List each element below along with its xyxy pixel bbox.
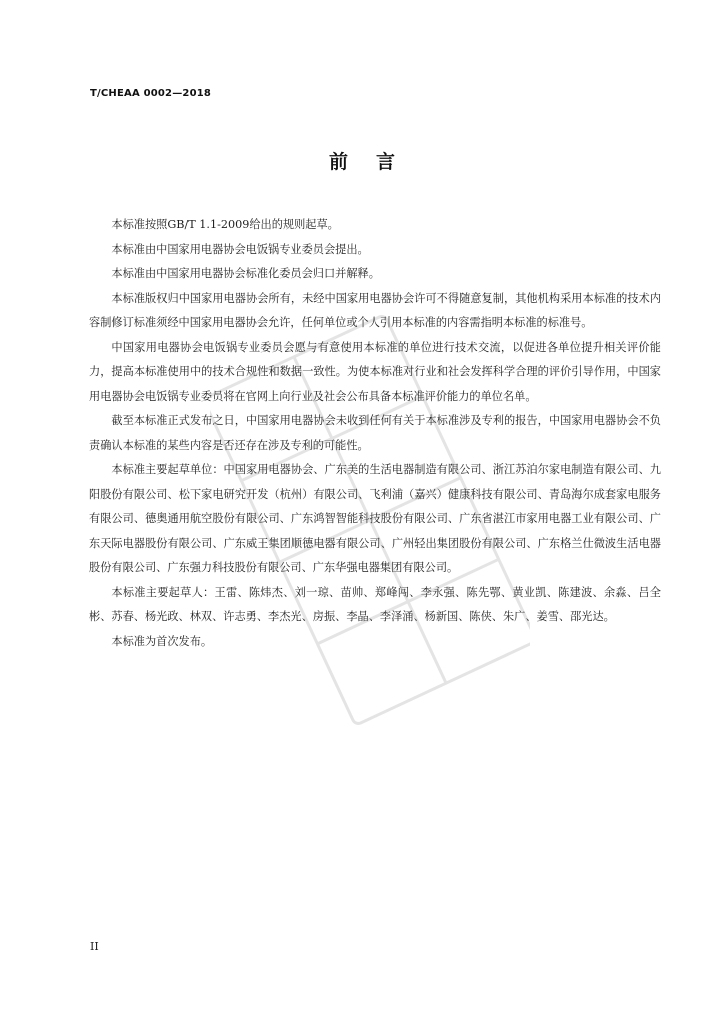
paragraph-technical-exchange: 中国家用电器协会电饭锅专业委员会愿与有意使用本标准的单位进行技术交流，以促进各单位提升相关评价能力，提高本标准使用中的技术合规性和数据一致性。为使本标准对行业和社会发挥科学合理的评价引导作用，中国家用电器协会电饭锅专业委员将在官网上向行业及社会公布具备本标准评价能力的单位名单。 — [89, 340, 661, 403]
foreword-body — [89, 213, 661, 654]
paragraph-drafting-rules: 本标准按照GB/T 1.1-2009给出的规则起草。 — [111, 218, 339, 231]
standard-code: T/CHEAA 0002—2018 — [90, 88, 212, 99]
paragraph-first-release: 本标准为首次发布。 — [111, 634, 213, 648]
page-title: 前言 — [328, 151, 423, 173]
paragraph-drafters: 本标准主要起草人：王雷、陈炜杰、刘一琼、苗帅、郑峰闯、李永强、陈先鄂、黄业凯、陈建波、余淼、吕全彬、苏春、杨光政、林双、许志勇、李杰光、房振、李晶、李泽涌、杨新国、陈侠、朱广、姜雪、邵光达。 — [89, 585, 661, 623]
page-number: II — [90, 940, 99, 953]
paragraph-centralized: 本标准由中国家用电器协会标准化委员会归口并解释。 — [111, 267, 380, 280]
paragraph-patent: 截至本标准正式发布之日，中国家用电器协会未收到任何有关于本标准涉及专利的报告，中国家用电器协会不负责确认本标准的某些内容是否还存在涉及专利的可能性。 — [89, 414, 661, 452]
paragraph-drafting-units: 本标准主要起草单位：中国家用电器协会、广东美的生活电器制造有限公司、浙江苏泊尔家电制造有限公司、九阳股份有限公司、松下家电研究开发（杭州）有限公司、飞利浦（嘉兴）健康科技有限公司、青岛海尔成套家电服务有限公司、德奥通用航空股份有限公司、广东鸿智智能科技股份有限公司、广东省湛江市家用电器工业有限公司、广东天际电器股份有限公司、广东威王集团顺德电器有限公司、广州轻出集团股份有限公司、广东格兰仕微波生活电器股份有限公司、广东强力科技股份有限公司、广东华强电器集团有限公司。 — [89, 463, 661, 574]
paragraph-copyright: 本标准版权归中国家用电器协会所有，未经中国家用电器协会许可不得随意复制，其他机构采用本标准的技术内容制修订标准须经中国家用电器协会允许，任何单位或个人引用本标准的内容需指明本标准的标准号。 — [89, 291, 661, 329]
paragraph-proposer: 本标准由中国家用电器协会电饭锅专业委员会提出。 — [111, 242, 369, 256]
